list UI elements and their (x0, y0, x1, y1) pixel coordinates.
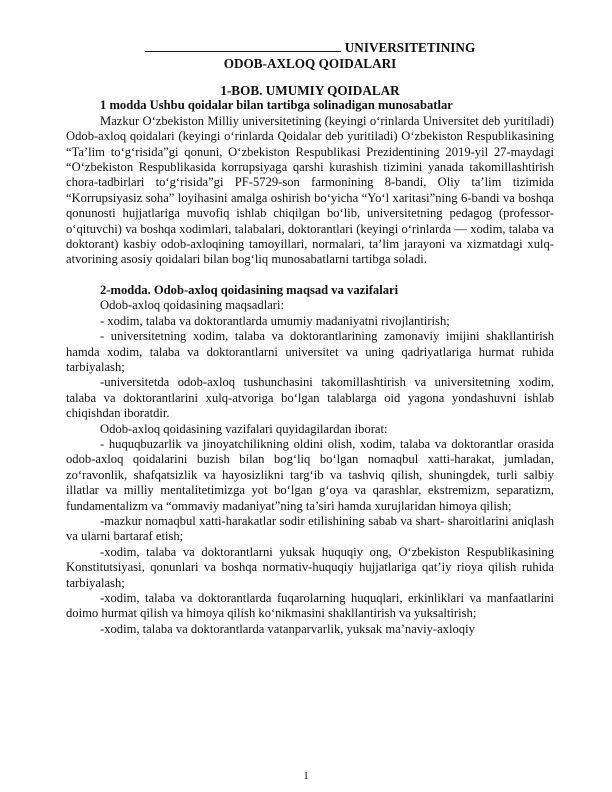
university-title: UNIVERSITETINING (344, 40, 476, 55)
document-page (66, 40, 554, 637)
article-2-paragraph: - xodim, talaba va doktorantlarda umumiy madaniyatni rivojlantirish; (100, 313, 450, 328)
article-2-paragraph: -mazkur nomaqbul xatti-harakatlar sodir etilishining sabab va shart- sharoitlarini aniqlash va ularni bartaraf etish; (66, 513, 554, 544)
article-2-paragraph: Odob-axloq qoidasining vazifalari quyidagilardan iborat: (100, 421, 388, 436)
article-2-paragraph: -xodim, talaba va doktorantlarda vatanparvarlik, yuksak ma’naviy-axloqiy (100, 621, 475, 636)
article-2-paragraph: -universitetda odob-axloq tushunchasini takomillashtirish va universitetning xodim, talaba va doktorantlarini xulq-atvoriga bo‘lgan talablarga oid yagona yondashuvni ishlab chiqishdan iboratdir. (66, 375, 554, 421)
document-header (66, 40, 554, 56)
section-gap (66, 268, 554, 283)
page-number: 1 (303, 770, 309, 782)
document-subtitle: ODOB-AXLOQ QOIDALARI (223, 56, 397, 71)
article-2-paragraph: Odob-axloq qoidasining maqsadlari: (100, 298, 284, 313)
article-2-paragraph: - universitetning xodim, talaba va doktorantlarining zamonaviy imijini shakllantirish hamda xodim, talaba va doktorantlarni universitet va uning qadriyatlariga hurmat ruhida tarbiyalash; (66, 329, 554, 374)
blank-underline (145, 40, 341, 52)
article-2-paragraph: -xodim, talaba va doktorantlarda fuqarolarning huquqlari, erkinliklari va manfaatlarini doimo hurmat qilish va himoya qilish ko‘nikmasini shakllantirish va yuksaltirish; (66, 591, 554, 621)
article-1-paragraph: Mazkur O‘zbekiston Milliy universitetining (keyingi o‘rinlarda Universitet deb yuritiladi) Odob-axloq qoidalari (keyingi o‘rinlarda Qoidalar deb yuritiladi) O‘zbekiston Respublikasining “Ta’lim to‘g‘risida”gi qonuni, O‘zbekiston Respublikasi Prezidentining 2019-yil 27-maydagi “O‘zbekiston Respublikasida korrupsiyaga qarshi kurashish tizimini yanada takomillashtirish chora-tadbirlari to‘g‘risida”gi PF-5729-son farmonining 8-bandi, Oliy ta’lim tizimida “Korrupsiyasiz soha” loyihasini amalga oshirish bo‘yicha “Yo‘l xaritasi”ning 6-bandi va boshqa qonunosti hujjatlariga muvofiq ishlab chiqilgan bo‘lib, universitetning pedagog (professor-o‘qituvchi) va boshqa xodimlari, talabalari, doktorantlari (keyingi o‘rinlarda — xodim, talaba va doktorant) kasbiy odob-axloqining tamoyillari, normalari, ta’lim jarayoni va xizmatdagi xulq-atvorining asosiy qoidalari bilan bog‘liq munosabatlarni tartibga soladi. (66, 113, 554, 267)
article-2-paragraph: - huquqbuzarlik va jinoyatchilikning oldini olish, xodim, talaba va doktorantlar orasida odob-axloq qoidalarini buzish bilan bog‘liq bo‘lgan nomaqbul xatti-harakat, jumladan, zo‘ravonlik, shafqatsizlik va hayosizlikni targ‘ib va tashviq qilish, shuningdek, turli salbiy illatlar va milliy mentalitetimizga yot bo‘lgan g‘oya va qarashlar, ekstremizm, separatizm, fundamentalizm va “ommaviy madaniyat”ning ta’siri hamda xurujlaridan himoya qilish; (66, 436, 554, 513)
article-2-paragraph: -xodim, talaba va doktorantlarni yuksak huquqiy ong, O‘zbekiston Respublikasining Konstitutsiyasi, qonunlari va boshqa normativ-huquqiy hujjatlariga qat’iy rioya qilish ruhida tarbiyalash; (66, 544, 554, 590)
chapter-title: 1-BOB. UMUMIY QOIDALAR (220, 83, 400, 98)
article-1-title: 1 modda Ushbu qoidalar bilan tartibga solinadigan munosabatlar (100, 98, 453, 113)
article-2-title: 2-modda. Odob-axloq qoidasining maqsad va vazifalari (100, 282, 399, 297)
